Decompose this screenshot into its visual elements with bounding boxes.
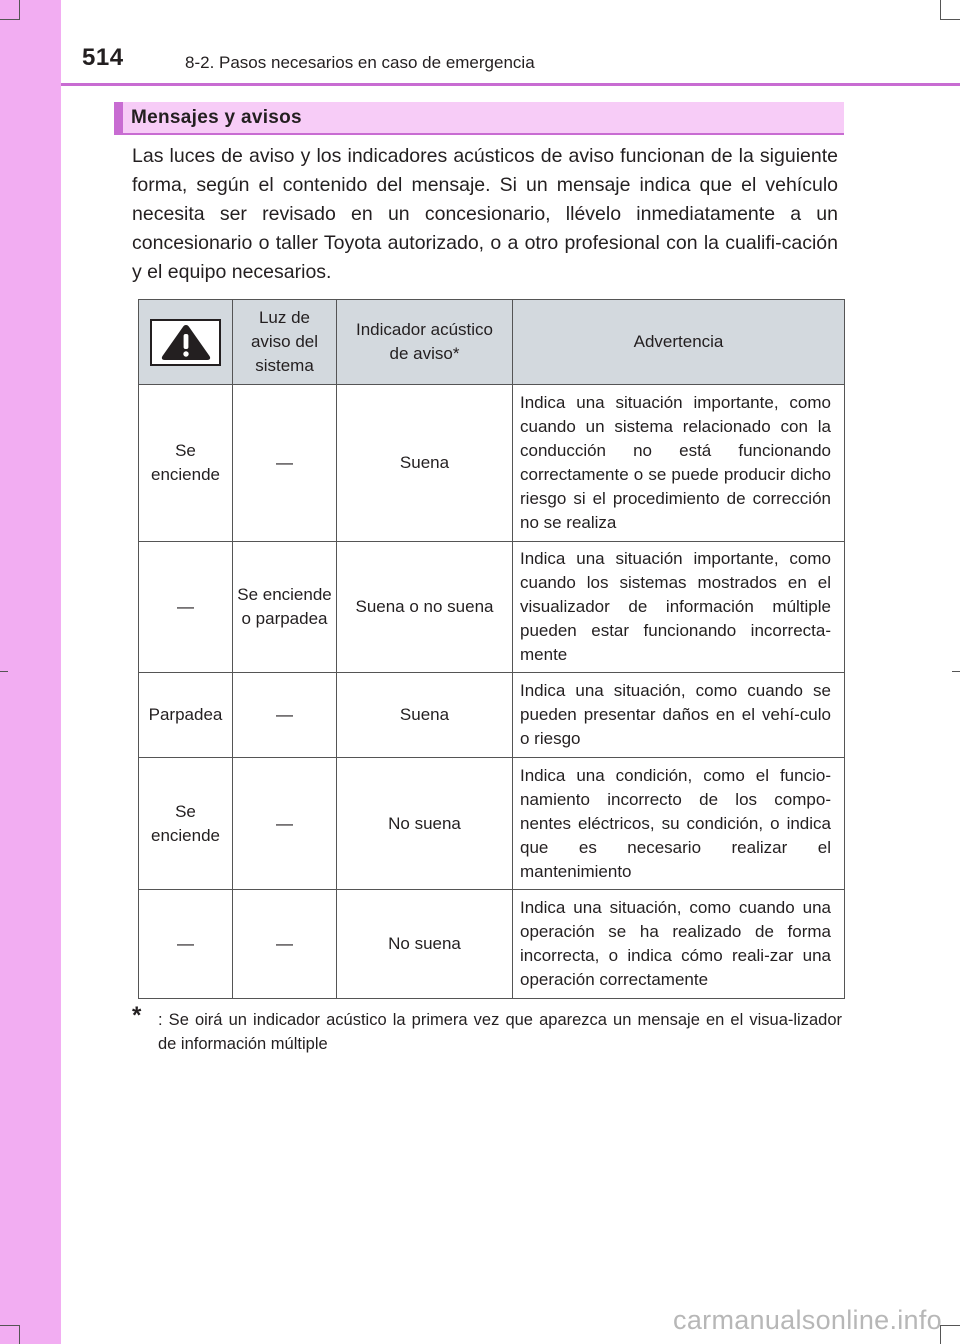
cell-buzzer: Suena o no suena (337, 542, 513, 673)
cell-warning: Indica una situación, como cuando una operación se ha realizado de forma incorrecta, o indica cómo reali-zar una operación correctamente (513, 890, 845, 999)
cell-warning: Indica una situación importante, como cuando los sistemas mostrados en el visualizador de información múltiple pueden estar funcionando incorrecta-mente (513, 542, 845, 673)
cell-buzzer: No suena (337, 890, 513, 999)
crop-mark (940, 0, 941, 20)
warning-icon-box (150, 319, 221, 366)
section-accent (114, 102, 123, 133)
warning-triangle-icon (160, 323, 212, 361)
watermark: carmanualsonline.info (673, 1305, 942, 1335)
cell-system-light: — (233, 890, 337, 999)
crop-mark (940, 19, 960, 20)
table-row (139, 890, 845, 999)
footnote-mark: * (132, 1002, 142, 1029)
running-title: 8-2. Pasos necesarios en caso de emergencia (185, 53, 535, 72)
warning-table (138, 299, 845, 999)
table-row (139, 758, 845, 890)
side-color-strip (0, 0, 61, 1344)
cell-buzzer: Suena (337, 673, 513, 758)
page-number: 514 (82, 44, 124, 71)
crop-mark (0, 1325, 20, 1326)
crop-mark (0, 19, 20, 20)
cell-buzzer: Suena (337, 385, 513, 542)
cell-system-light: Se enciende o parpadea (233, 542, 337, 673)
cell-warning: Indica una situación, como cuando se pueden presentar daños en el vehí-culo o riesgo (513, 673, 845, 758)
header-warning: Advertencia (513, 300, 845, 385)
header-system-light: Luz de aviso del sistema (233, 300, 337, 385)
table-header-row (139, 300, 845, 385)
crop-mark (19, 0, 20, 20)
cell-buzzer: No suena (337, 758, 513, 890)
cell-indicator: Parpadea (139, 673, 233, 758)
section-header (114, 102, 844, 135)
cell-indicator: — (139, 890, 233, 999)
crop-mark (0, 671, 8, 672)
cell-warning: Indica una situación importante, como cuando un sistema relacionado con la conducción no está funcionando correctamente o se puede producir dicho riesgo si el procedimiento de corrección no se realiza (513, 385, 845, 542)
footnote (132, 1002, 842, 1056)
table-row (139, 542, 845, 673)
crop-mark (952, 671, 960, 672)
header-buzzer: Indicador acústico de aviso* (337, 300, 513, 385)
cell-system-light: — (233, 673, 337, 758)
header-rule (61, 83, 960, 86)
cell-system-light: — (233, 385, 337, 542)
cell-indicator: Se enciende (139, 385, 233, 542)
table-row (139, 385, 845, 542)
cell-system-light: — (233, 758, 337, 890)
table-row (139, 673, 845, 758)
cell-indicator: Se enciende (139, 758, 233, 890)
crop-mark (19, 1325, 20, 1344)
cell-warning: Indica una condición, como el funcio-namiento incorrecto de los compo-nentes eléctricos, su condición, o indica que es necesario realizar el mantenimiento (513, 758, 845, 890)
crop-mark (940, 1325, 960, 1326)
intro-paragraph: Las luces de aviso y los indicadores acústicos de aviso funcionan de la siguiente forma, según el contenido del mensaje. Si un mensaje indica que el vehículo necesita ser revisado en un concesionario, llévelo inmediatamente a un concesionario o taller Toyota autorizado, o a otro profesional con la cualifi-cación y el equipo necesarios. (132, 145, 838, 283)
footnote-text: : Se oirá un indicador acústico la primera vez que aparezca un mensaje en el visua-lizador de información múltiple (158, 1011, 842, 1053)
cell-indicator: — (139, 542, 233, 673)
section-title: Mensajes y avisos (131, 107, 302, 128)
header-icon-cell (139, 300, 233, 385)
